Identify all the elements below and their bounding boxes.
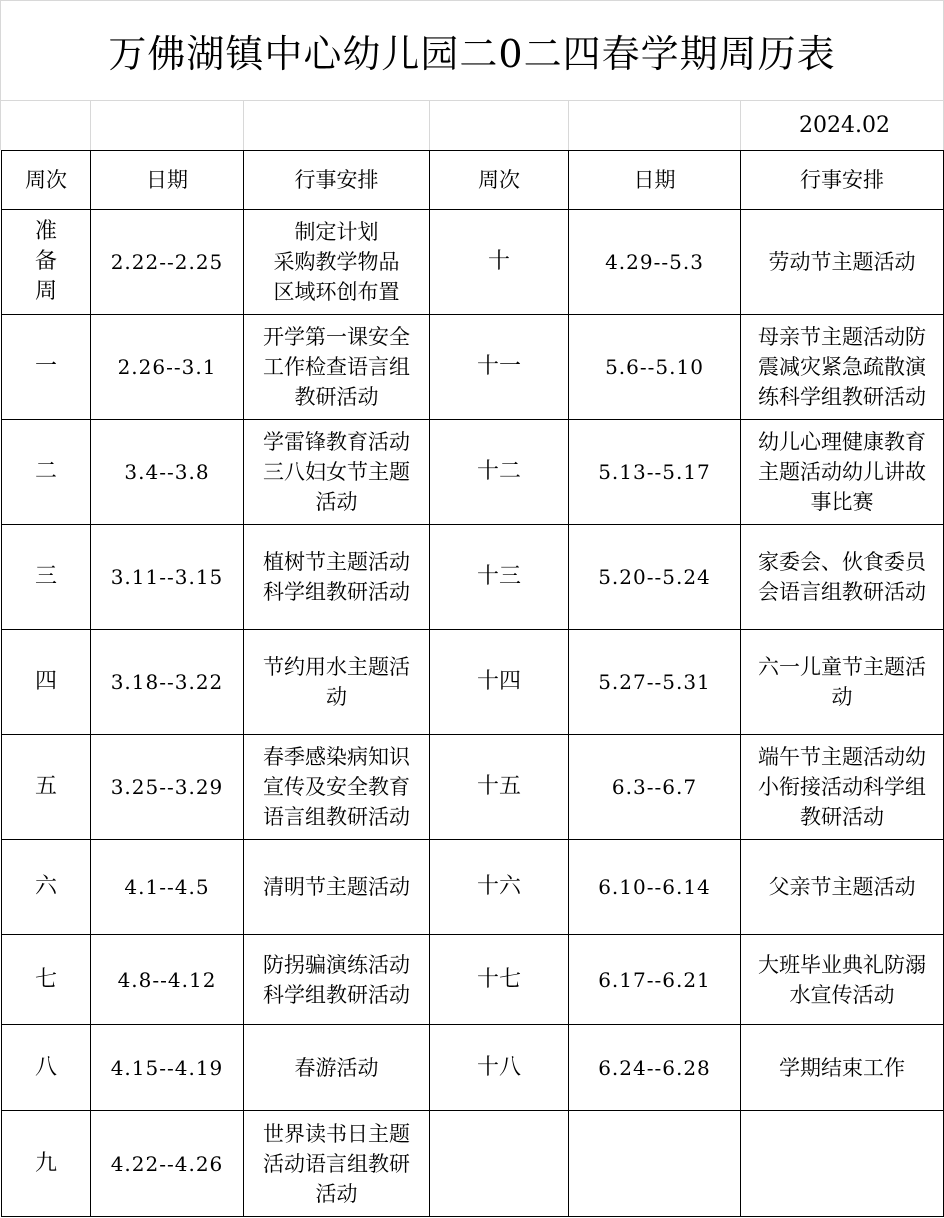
- week-number-cell: 十七: [430, 935, 569, 1025]
- schedule-line: 语言组教研活动: [263, 805, 410, 829]
- date-range-cell: 4.1--4.5: [91, 840, 244, 935]
- schedule-cell: [741, 630, 944, 735]
- schedule-cell: [244, 1025, 430, 1111]
- table-row: [2, 420, 944, 525]
- schedule-line: 六一儿童节主题活: [758, 655, 926, 679]
- week-number-cell: 十: [430, 210, 569, 315]
- schedule-line: 父亲节主题活动: [768, 875, 916, 899]
- week-number-cell: [2, 210, 91, 315]
- header-cell: 周次: [430, 151, 569, 210]
- schedule-line: 开学第一课安全: [263, 325, 410, 349]
- schedule-line: 学期结束工作: [779, 1055, 905, 1080]
- table-row: [2, 935, 944, 1025]
- date-range-cell: 2.26--3.1: [91, 315, 244, 420]
- schedule-cell: [244, 1111, 430, 1217]
- schedule-line: 动: [326, 685, 347, 709]
- schedule-cell: [244, 525, 430, 630]
- schedule-line: 学雷锋教育活动: [263, 430, 410, 454]
- schedule-line: 世界读书日主题: [263, 1121, 410, 1146]
- date-range-cell: [569, 1111, 741, 1217]
- table-row: [2, 315, 944, 420]
- date-range-cell: 5.6--5.10: [569, 315, 741, 420]
- schedule-line: 端午节主题活动幼: [758, 745, 926, 769]
- date-range-cell: 6.10--6.14: [569, 840, 741, 935]
- grid-cell: [243, 100, 429, 150]
- date-range-cell: 3.4--3.8: [91, 420, 244, 525]
- grid-cell: [90, 100, 243, 150]
- schedule-line: 水宣传活动: [789, 982, 895, 1007]
- date-range-cell: 5.20--5.24: [569, 525, 741, 630]
- header-cell: 周次: [2, 151, 91, 210]
- schedule-cell: [244, 210, 430, 315]
- schedule-line: 节约用水主题活: [263, 655, 410, 679]
- table-row: [2, 525, 944, 630]
- schedule-cell: [741, 315, 944, 420]
- week-number-cell: 九: [2, 1111, 91, 1217]
- document-date: 2024.02: [799, 112, 890, 138]
- date-range-cell: 6.24--6.28: [569, 1025, 741, 1111]
- schedule-line: 主题活动幼儿讲故: [758, 460, 926, 484]
- schedule-line: 科学组教研活动: [263, 580, 410, 604]
- week-number-cell: 十八: [430, 1025, 569, 1111]
- week-number-cell: 六: [2, 840, 91, 935]
- date-range-cell: 4.15--4.19: [91, 1025, 244, 1111]
- date-range-cell: 4.22--4.26: [91, 1111, 244, 1217]
- schedule-line: 三八妇女节主题: [263, 460, 410, 484]
- header-cell: 行事安排: [244, 151, 430, 210]
- schedule-line: 春季感染病知识: [263, 745, 410, 769]
- week-number-cell: 八: [2, 1025, 91, 1111]
- schedule-line: 大班毕业典礼防溺: [758, 952, 926, 977]
- date-range-cell: 6.3--6.7: [569, 735, 741, 840]
- schedule-line: 制定计划: [294, 220, 379, 244]
- date-range-cell: 2.22--2.25: [91, 210, 244, 315]
- week-number-cell: 十五: [430, 735, 569, 840]
- week-number-cell: [430, 1111, 569, 1217]
- schedule-cell: [244, 735, 430, 840]
- week-number-cell: 十四: [430, 630, 569, 735]
- header-row: [2, 151, 944, 210]
- schedule-line: 幼儿心理健康教育: [758, 430, 926, 454]
- table-row: [2, 630, 944, 735]
- schedule-line: 小衔接活动科学组: [758, 775, 926, 799]
- date-range-cell: 3.25--3.29: [91, 735, 244, 840]
- header-cell: 日期: [569, 151, 741, 210]
- table-row: [2, 1025, 944, 1111]
- week-number-cell: 十三: [430, 525, 569, 630]
- schedule-cell: [741, 935, 944, 1025]
- schedule-cell: [741, 1111, 944, 1217]
- grid-cell: [568, 100, 740, 150]
- schedule-line: 宣传及安全教育: [263, 775, 410, 799]
- week-number: 准备周: [34, 219, 57, 304]
- schedule-line: 会语言组教研活动: [758, 580, 926, 604]
- date-range-cell: 3.18--3.22: [91, 630, 244, 735]
- table-row: [2, 735, 944, 840]
- schedule-line: 春游活动: [294, 1055, 379, 1080]
- schedule-line: 活动语言组教研: [263, 1151, 410, 1176]
- table-row: [2, 840, 944, 935]
- schedule-line: 区域环创布置: [273, 280, 400, 304]
- schedule-cell: [741, 735, 944, 840]
- date-range-cell: 4.8--4.12: [91, 935, 244, 1025]
- week-number-cell: 十一: [430, 315, 569, 420]
- schedule-line: 教研活动: [294, 385, 379, 409]
- schedule-cell: [741, 210, 944, 315]
- grid-cell: [429, 100, 568, 150]
- week-number-cell: 四: [2, 630, 91, 735]
- date-range-cell: 6.17--6.21: [569, 935, 741, 1025]
- date-range-cell: 3.11--3.15: [91, 525, 244, 630]
- week-number-cell: 十二: [430, 420, 569, 525]
- schedule-line: 防拐骗演练活动: [263, 952, 410, 977]
- schedule-cell: [244, 420, 430, 525]
- week-number-cell: 十六: [430, 840, 569, 935]
- schedule-line: 清明节主题活动: [263, 875, 410, 899]
- date-range-cell: 4.29--5.3: [569, 210, 741, 315]
- schedule-line: 练科学组教研活动: [758, 385, 926, 409]
- schedule-line: 活动: [315, 490, 358, 514]
- week-number-cell: 七: [2, 935, 91, 1025]
- schedule-cell: [741, 420, 944, 525]
- table-row: [2, 1111, 944, 1217]
- schedule-cell: [741, 1025, 944, 1111]
- schedule-cell: [741, 840, 944, 935]
- week-number-cell: 一: [2, 315, 91, 420]
- schedule-line: 母亲节主题活动防: [758, 325, 926, 349]
- schedule-line: 教研活动: [800, 805, 884, 829]
- date-range-cell: 5.27--5.31: [569, 630, 741, 735]
- week-number-cell: 三: [2, 525, 91, 630]
- schedule-line: 采购教学物品: [273, 250, 400, 274]
- schedule-cell: [244, 315, 430, 420]
- week-number-cell: 二: [2, 420, 91, 525]
- schedule-line: 动: [831, 685, 853, 709]
- date-row: [0, 100, 944, 150]
- weekly-calendar-table: [1, 150, 944, 1217]
- header-cell: 行事安排: [741, 151, 944, 210]
- schedule-line: 震减灾紧急疏散演: [758, 355, 926, 379]
- schedule-line: 工作检查语言组: [263, 355, 410, 379]
- date-range-cell: 5.13--5.17: [569, 420, 741, 525]
- table-row: [2, 210, 944, 315]
- page-title: 万佛湖镇中心幼儿园二0二四春学期周历表: [0, 0, 944, 100]
- header-cell: 日期: [91, 151, 244, 210]
- schedule-line: 家委会、伙食委员: [758, 550, 926, 574]
- schedule-cell: [244, 630, 430, 735]
- schedule-cell: [244, 840, 430, 935]
- schedule-cell: [244, 935, 430, 1025]
- week-number-cell: 五: [2, 735, 91, 840]
- schedule-line: 事比赛: [810, 490, 874, 514]
- schedule-line: 科学组教研活动: [263, 982, 410, 1007]
- schedule-line: 植树节主题活动: [263, 550, 410, 574]
- schedule-cell: [741, 525, 944, 630]
- schedule-line: 劳动节主题活动: [768, 250, 916, 274]
- grid-cell: [0, 100, 90, 150]
- schedule-line: 活动: [315, 1181, 358, 1206]
